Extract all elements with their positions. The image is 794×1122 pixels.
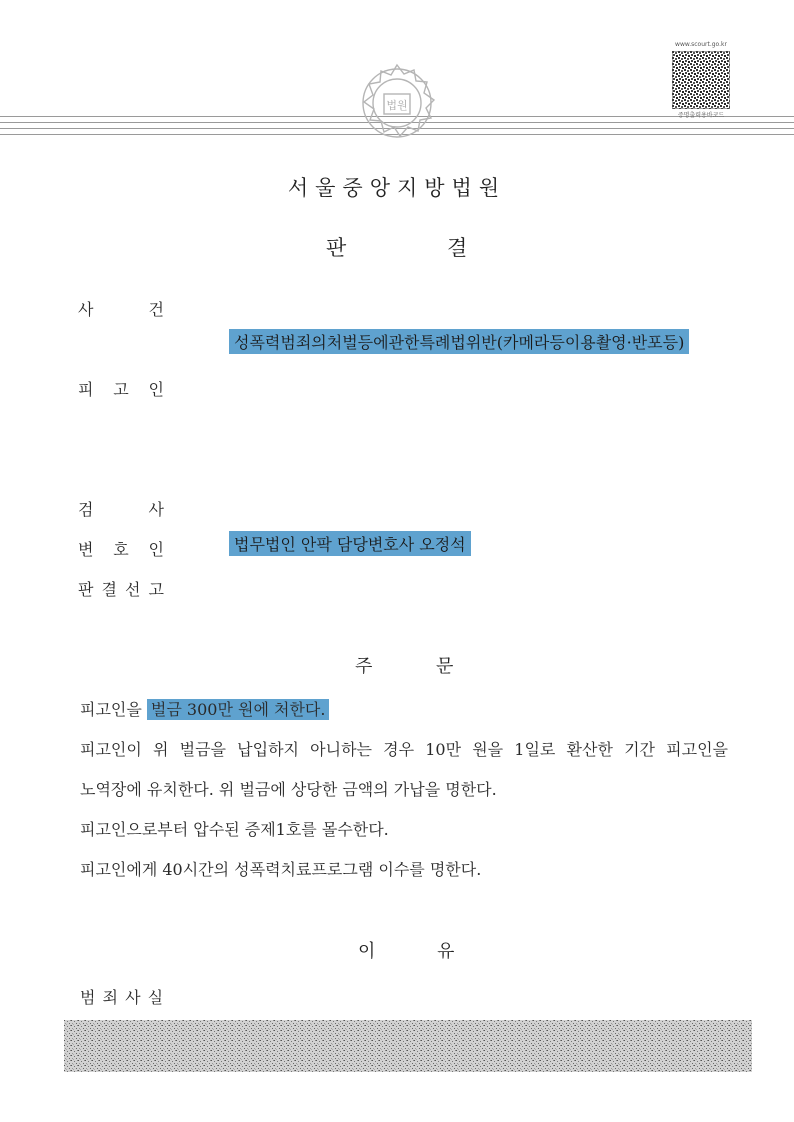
case-label: 사 건 xyxy=(78,300,164,319)
doc-title-char-2: 결 xyxy=(447,236,468,260)
fine-highlight: 벌금 300만 원에 처한다. xyxy=(147,699,330,720)
court-seal-icon xyxy=(356,62,438,144)
seal-text: 법원 xyxy=(386,99,408,112)
order-line-3: 노역장에 유치한다. 위 벌금에 상당한 금액의 가납을 명한다. xyxy=(80,780,497,799)
qr-code-icon xyxy=(672,51,730,109)
court-name: 서울중앙지방법원 xyxy=(287,176,507,200)
crime-facts-heading: 범 죄 사 실 xyxy=(80,988,165,1007)
order-line-4: 피고인으로부터 압수된 증제1호를 몰수한다. xyxy=(80,820,389,839)
case-value: 성폭력범죄의처벌등에관한특례법위반(카메라등이용촬영·반포등) xyxy=(229,329,689,354)
barcode-label: 증명출력용바코드 xyxy=(677,112,725,119)
verification-url: www.scourt.go.kr xyxy=(675,41,727,48)
order-title-char-2: 문 xyxy=(436,656,454,677)
reason-title-char-1: 이 xyxy=(358,941,376,962)
order-line-2: 피고인이 위 벌금을 납입하지 아니하는 경우 10만 원을 1일로 환산한 기간 피고인을 xyxy=(80,740,728,759)
counsel-value: 법무법인 안팍 담당변호사 오정석 xyxy=(229,531,471,556)
doc-title-char-1: 판 xyxy=(326,236,347,260)
counsel-label: 변 호 인 xyxy=(78,540,164,559)
reason-title-char-2: 유 xyxy=(437,941,455,962)
sentencing-date-label: 판 결 선 고 xyxy=(78,580,164,599)
prosecutor-label: 검 사 xyxy=(78,500,164,519)
order-line-5: 피고인에게 40시간의 성폭력치료프로그램 이수를 명한다. xyxy=(80,860,482,879)
defendant-label: 피 고 인 xyxy=(78,380,164,399)
order-line-1: 피고인을 벌금 300만 원에 처한다. xyxy=(80,697,329,720)
redacted-block xyxy=(64,1020,752,1072)
order-title-char-1: 주 xyxy=(355,656,373,677)
